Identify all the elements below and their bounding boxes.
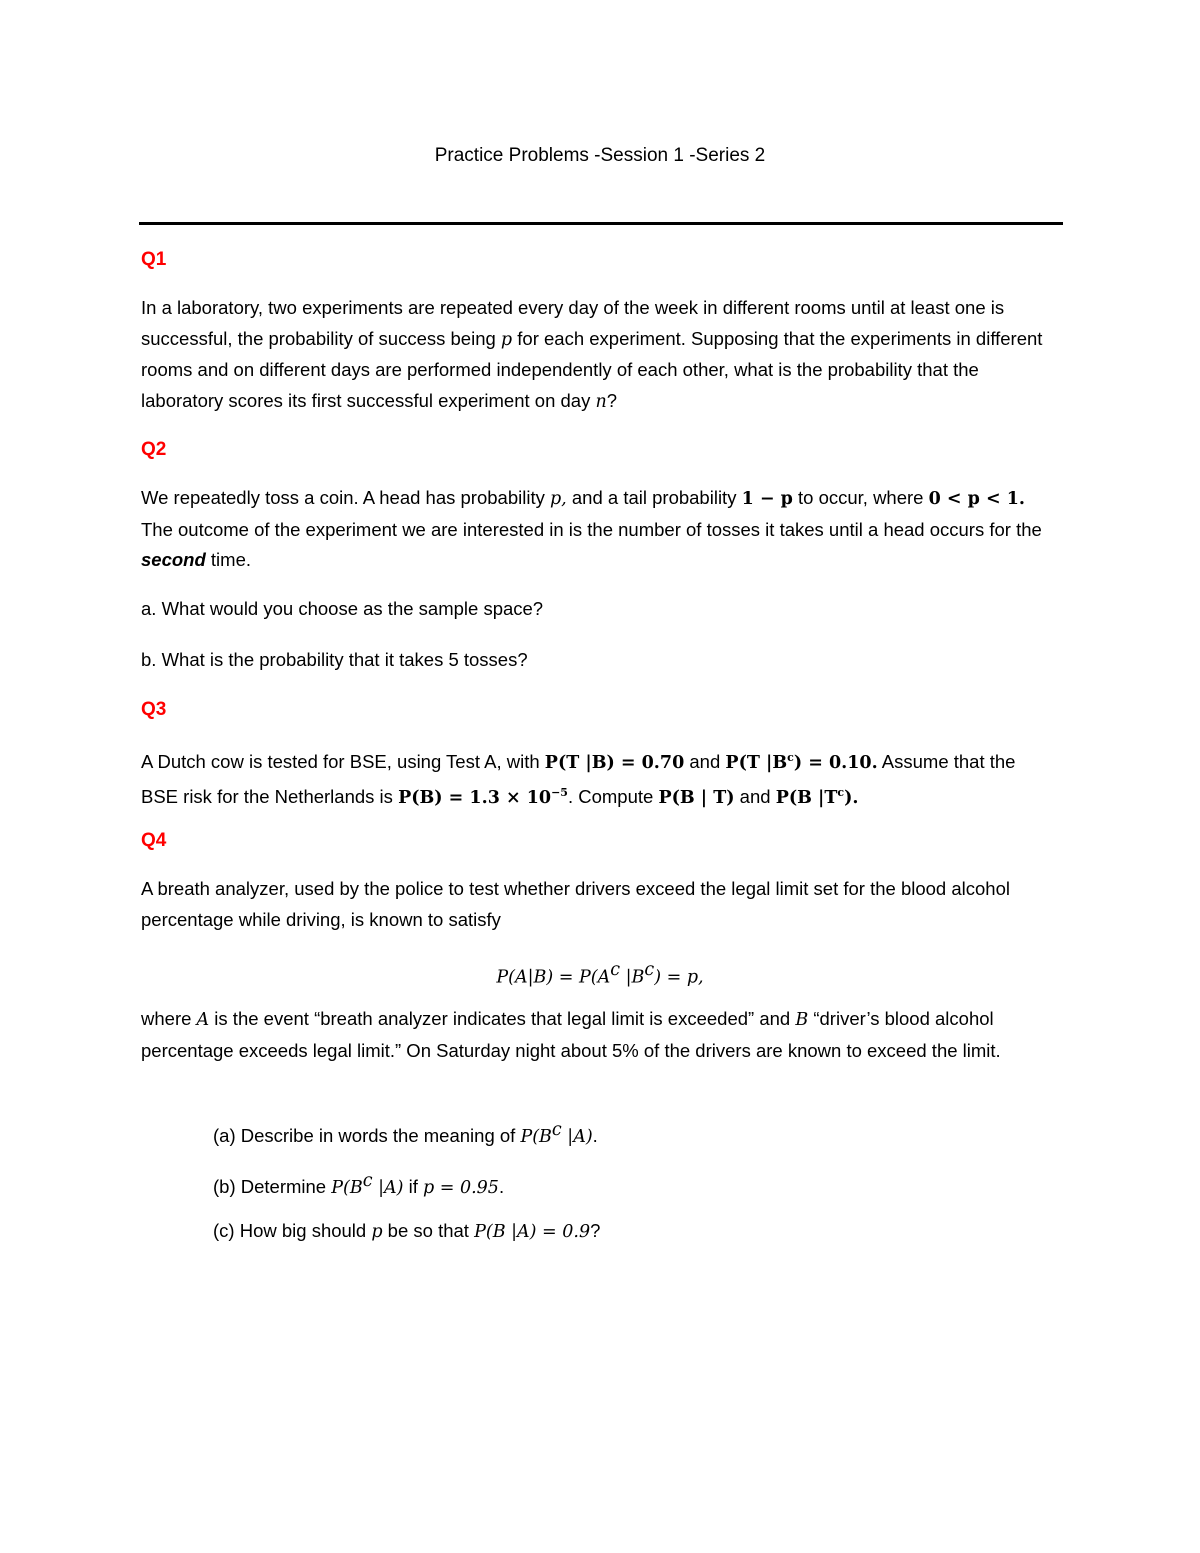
q1-text [141, 293, 1056, 417]
q4-text-1: where [141, 1008, 197, 1029]
q2-text-4: The outcome of the experiment we are interested in is the number of tosses it takes until a head occurs for the [141, 518, 1042, 540]
q4-part-b-m3: p = 0.95 [422, 1178, 499, 1199]
q4-part-c-m2: P(B |A) = 0.9 [474, 1222, 591, 1242]
q2-math-2: 1 − p [741, 489, 793, 509]
q3-text-4: . Compute [567, 786, 659, 808]
q4-text-3: “driver’s blood alcohol percentage exceeds legal limit.” On Saturday night about 5% of the drivers are known to exceed the limit. [141, 1008, 1001, 1061]
q4-eq-c: ) = p, [654, 967, 704, 988]
q4-part-b-3: . [498, 1176, 505, 1198]
q3-text-2: and [684, 750, 726, 772]
q4-part-c-2: be so that [382, 1220, 475, 1241]
q4-text-2: is the event “breath analyzer indicates that legal limit is exceeded” and [209, 1008, 796, 1029]
q3-math-5a: P(B |T [775, 788, 838, 809]
q3-math-2a: P(T |B [725, 752, 788, 773]
q4-part-c-3: ? [590, 1220, 601, 1241]
q1-symbol-n: n [595, 391, 607, 412]
q4-part-b [213, 1169, 504, 1200]
q4-part-c-1: (c) How big should [213, 1220, 372, 1241]
q3-text-1: A Dutch cow is tested for BSE, using Test A, with [141, 750, 545, 772]
q4-part-c-m1: p [371, 1222, 383, 1242]
q3-math-5b: ). [844, 788, 859, 809]
q3-math-3 [398, 788, 568, 808]
q2-text [141, 483, 1056, 576]
q3-math-2-sup: c [787, 751, 794, 764]
q3-text-3: Assume that the BSE risk for the Netherlands is [141, 750, 1016, 808]
q3-math-3-sup: −5 [551, 786, 568, 800]
q4-part-a-m2: |A) [561, 1127, 593, 1148]
q1-label: Q1 [141, 249, 167, 270]
q4-text [141, 1004, 1056, 1066]
q4-symbol-a: A [196, 1010, 210, 1030]
q1-text-1: In a laboratory, two experiments are repeated every day of the week in different rooms until at least one is successful, the probability of success being [141, 297, 1005, 349]
q4-part-b-2: if [403, 1176, 423, 1198]
q4-part-a-sup: c [551, 1120, 562, 1140]
q2-text-1: We repeatedly toss a coin. A head has probability [141, 487, 550, 508]
q4-part-b-sup: c [362, 1171, 373, 1191]
q4-part-a-m1: P(B [520, 1127, 552, 1148]
q4-part-c [213, 1219, 600, 1244]
q2-emphasis: second [141, 549, 206, 570]
q2-part-a: a. What would you choose as the sample space? [141, 598, 544, 619]
q3-label: Q3 [141, 699, 167, 720]
q3-math-1: P(T |B) = 0.70 [544, 752, 685, 773]
q1-symbol-p: p [500, 329, 513, 350]
q2-text-2: and a tail probability [566, 487, 742, 508]
q4-label: Q4 [141, 830, 167, 851]
q3-math-2b: ) = 0.10. [793, 752, 878, 773]
q3-math-4: P(B | T) [658, 788, 735, 809]
q4-part-b-m1: P(B [331, 1178, 363, 1199]
q4-part-a-1: (a) Describe in words the meaning of [213, 1125, 521, 1147]
q4-part-b-1: (b) Determine [213, 1176, 332, 1198]
q4-part-a-2: . [592, 1125, 598, 1147]
q4-symbol-b: B [795, 1010, 809, 1030]
title-rule [139, 222, 1063, 225]
q4-part-a [213, 1118, 598, 1149]
q2-text-5: time. [205, 549, 252, 570]
q3-math-3a: P(B) = 1.3 × 10 [398, 788, 552, 809]
q2-part-b: b. What is the probability that it takes 5 tosses? [141, 649, 528, 670]
q1-text-3: ? [606, 389, 618, 411]
q4-eq-sup-2: c [644, 960, 655, 980]
q3-math-2 [725, 753, 877, 773]
q4-eq-sup-1: c [610, 960, 621, 980]
q3-text-5: and [734, 786, 776, 808]
q3-text [141, 743, 1056, 814]
q3-math-5-sup: c [837, 786, 845, 800]
q3-math-5 [776, 788, 859, 808]
q2-math-1: p, [549, 489, 567, 509]
q2-math-3: 0 < p < 1. [928, 489, 1025, 509]
q4-eq-b: |B [620, 967, 645, 988]
q4-part-b-m2: |A) [372, 1178, 404, 1199]
q4-equation [0, 958, 1200, 989]
q2-text-3: to occur, where [792, 487, 929, 508]
q2-label: Q2 [141, 439, 167, 460]
document-title: Practice Problems -Session 1 -Series 2 [434, 145, 766, 166]
q4-intro: A breath analyzer, used by the police to test whether drivers exceed the legal limit set for the blood alcohol percentage while driving, is known to satisfy [141, 878, 1010, 930]
q4-eq-a: P(A|B) = P(A [496, 967, 611, 988]
q1-text-2: for each experiment. Supposing that the experiments in different rooms and on different days are performed independently of each other, what is the probability that the laboratory scores its first successful experiment on day [141, 327, 1043, 411]
